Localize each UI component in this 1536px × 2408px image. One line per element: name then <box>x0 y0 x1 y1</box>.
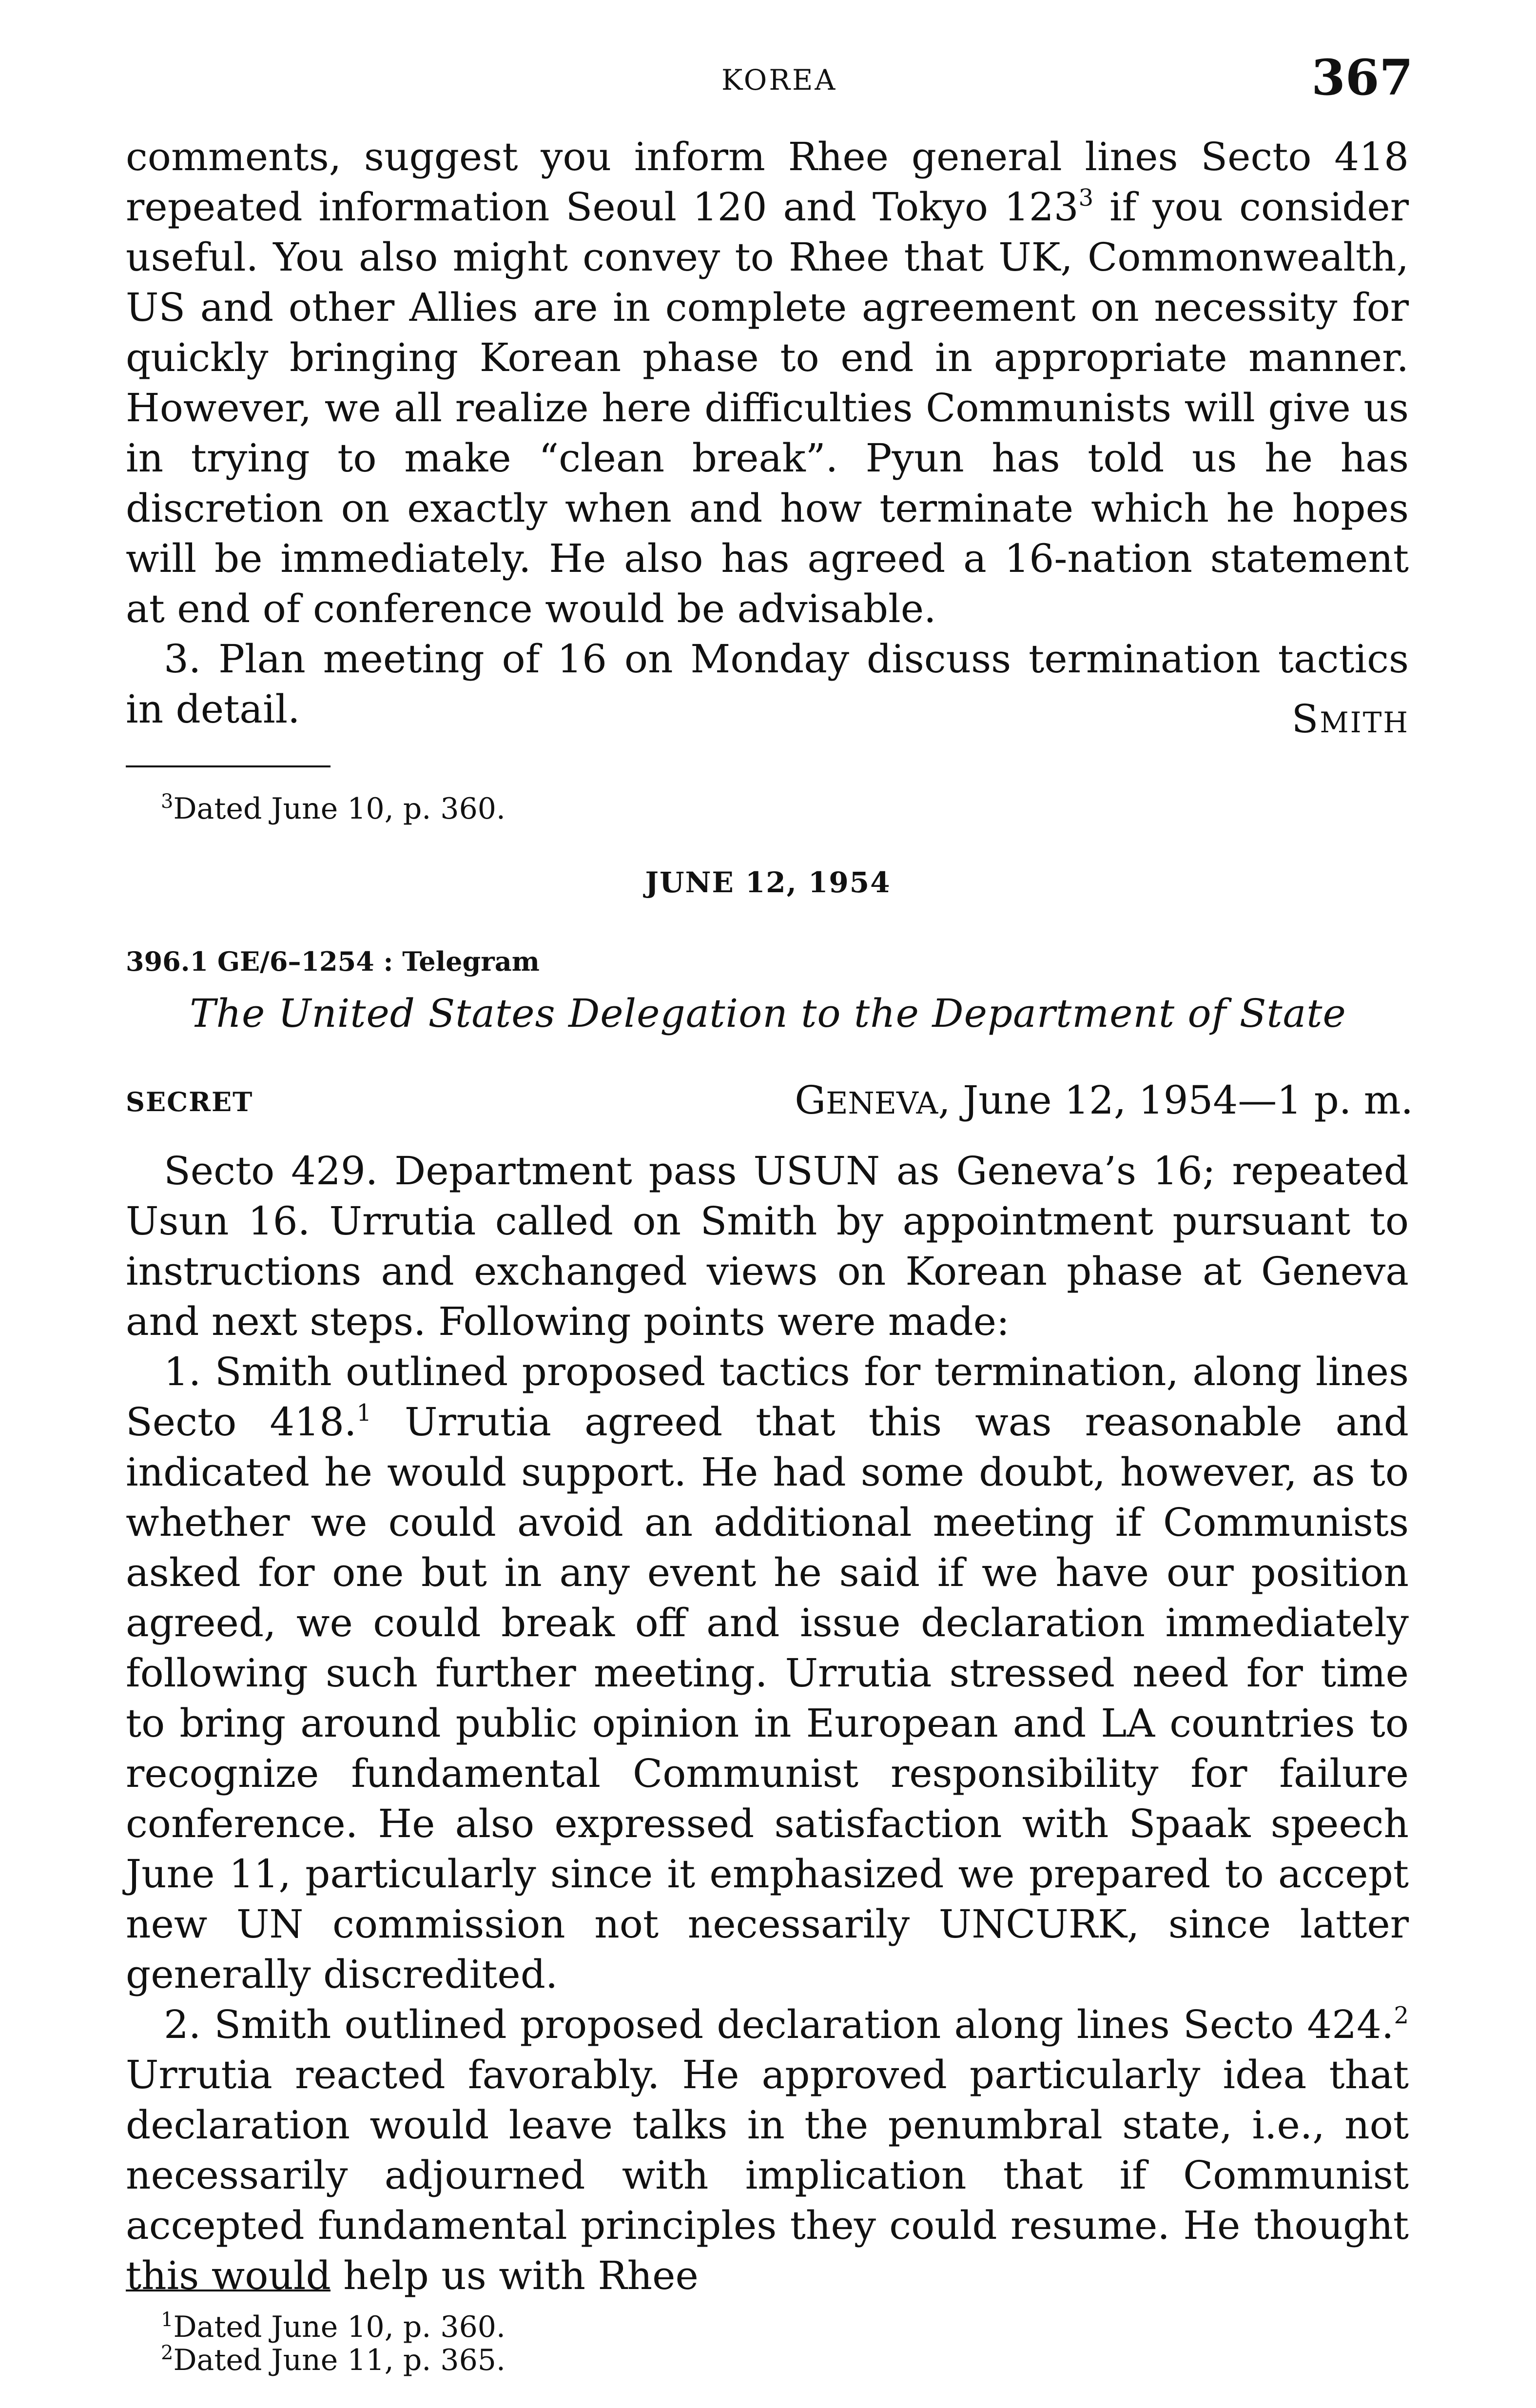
point-1-paragraph: 1. Smith outlined proposed tactics for termination, along lines Secto 418.$^1$ Urrutia agreed that this was reasonable and indicated he would support. He had some doubt, however, as to whether we could avoid an additional meeting if Communists asked for one but in any event he said if we have our position agreed, we could break off and issue declaration immediately following such further meeting. Urrutia stressed need for time to bring around public opinion in European and LA countries to recognize fundamental Communist responsibility for failure conference. He also expressed satisfaction with Spaak speech June 11, particularly since it emphasized we prepared to accept new UN commission not necessarily UNCURK, since latter generally discredited. <box>126 1349 1409 1997</box>
footnote-ref-1: 1 <box>356 1399 372 1427</box>
footnote-3: $^3$Dated June 10, p. 360. <box>161 790 506 826</box>
footnote-divider-bottom <box>126 2290 331 2291</box>
continued-paragraph: comments, suggest you inform Rhee general lines Secto 418 repeated information Seoul 120 and Tokyo $123^3$ if you consider useful. You also might convey to Rhee that UK, Commonwealth, US and other Allies are in complete agreement on necessity for quickly bringing Korean phase to end in appropriate manner. However, we all realize here difficulties Communists will give us in trying to make “clean break”. Pyun has told us he has discretion on exactly when and how terminate which he hopes will be immediately. He also has agreed a 16-nation statement at end of conference would be advisable. <box>126 134 1409 631</box>
point-2-paragraph: 2. Smith outlined proposed declaration along lines Secto 424.$^2$ Urrutia reacted favorably. He approved particularly idea that declaration would leave talks in the penumbral state, i.e., not necessarily adjourned with implication that if Communist accepted fundamental principles they could resume. He thought this would help us with Rhee <box>126 2002 1409 2298</box>
running-header: KOREA <box>721 63 837 97</box>
classification-label: SECRET <box>126 1086 253 1117</box>
page-number: 367 <box>1311 49 1413 106</box>
footnote-2: $^2$Dated June 11, p. 365. <box>161 2342 506 2377</box>
continued-text <box>126 132 1409 734</box>
footnote-1: $^1$Dated June 10, p. 360. <box>161 2309 506 2344</box>
footnote-ref-2: 2 <box>1394 2002 1409 2029</box>
telegram-body <box>126 1146 1409 2301</box>
date-heading: JUNE 12, 1954 <box>645 866 891 899</box>
footnote-divider <box>126 765 331 767</box>
file-reference: 396.1 GE/6–1254 : Telegram <box>126 946 540 977</box>
footnote-ref-3: 3 <box>1078 184 1094 212</box>
document-title: The United States Delegation to the Department of State <box>190 991 1346 1036</box>
signature: SMITH <box>1291 696 1409 742</box>
point-3-paragraph: 3. Plan meeting of 16 on Monday discuss termination tactics in detail. <box>126 636 1409 732</box>
telegram-intro: Secto 429. Department pass USUN as Geneva’s 16; repeated Usun 16. Urrutia called on Smith by appointment pursuant to instructions and exchanged views on Korean phase at Geneva and next steps. Following points were made: <box>126 1148 1409 1344</box>
dateline: GENEVA, June 12, 1954—1 p. m. <box>795 1077 1413 1123</box>
